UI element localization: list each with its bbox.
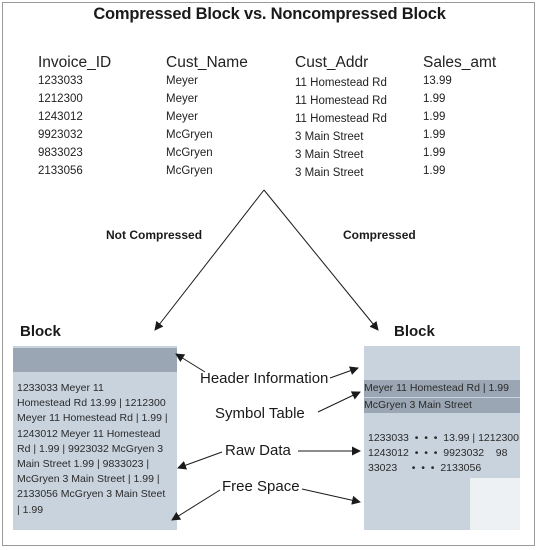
arrow-raw-left [178,452,222,468]
right-block-title: Block [394,323,435,340]
compressed-raw-line: 1233033 • • • 13.99 | 1212300 [368,432,519,444]
raw-line: | 1.99 [17,503,44,516]
cell-cust-name: Meyer [166,75,198,87]
cell-cust-addr: 11 Homestead Rd [295,77,387,89]
cell-sales-amt: 1.99 [423,165,446,177]
cell-cust-addr: 3 Main Street [295,149,364,161]
cell-sales-amt: 1.99 [423,147,446,159]
arrow-to-not-compressed [155,190,264,330]
raw-line: Rd | 1.99 | 9923032 McGryen 3 [17,442,164,455]
arrow-symbol-right [318,392,360,412]
label-header-information: Header Information [200,370,329,387]
diagram-title: Compressed Block vs. Noncompressed Block [93,5,446,23]
column-header-cust-addr: Cust_Addr [295,54,369,71]
left-block-title: Block [20,323,61,340]
raw-line: Homestead Rd 13.99 | 1212300 [17,397,166,410]
cell-invoice-id: 9923032 [38,129,83,141]
cell-cust-name: McGryen [166,147,213,159]
cell-cust-name: McGryen [166,129,213,141]
raw-line: 1233033 Meyer 11 [17,382,104,394]
cell-cust-addr: 11 Homestead Rd [295,113,387,125]
column-header-cust-name: Cust_Name [166,54,248,71]
cell-cust-addr: 3 Main Street [295,131,364,143]
raw-line: 2133056 McGryen 3 Main Steet [17,488,166,501]
cell-cust-name: Meyer [166,111,198,123]
cell-invoice-id: 1212300 [38,93,83,105]
label-symbol-table: Symbol Table [215,405,305,422]
raw-line: 1243012 Meyer 11 Homestead [17,427,161,440]
cell-invoice-id: 9833023 [38,147,83,159]
label-free-space: Free Space [222,478,300,495]
label-raw-data: Raw Data [225,442,291,459]
cell-cust-name: McGryen [166,165,213,177]
cell-sales-amt: 1.99 [423,129,446,141]
cell-cust-name: Meyer [166,93,198,105]
label-compressed: Compressed [343,228,416,242]
arrow-header-left [176,354,205,372]
cell-cust-addr: 11 Homestead Rd [295,95,387,107]
cell-invoice-id: 1243012 [38,111,83,123]
arrow-header-right [330,368,358,378]
raw-line: Main Street 1.99 | 9833023 | [17,458,150,471]
arrow-to-compressed [264,190,378,330]
column-header-invoice-id: Invoice_ID [38,54,112,71]
compressed-raw-line: 33023 • • • 2133056 [368,462,482,474]
cell-sales-amt: 1.99 [423,111,446,123]
label-not-compressed: Not Compressed [106,228,203,242]
cell-invoice-id: 2133056 [38,165,83,177]
cell-sales-amt: 1.99 [423,93,446,105]
raw-line: McGryen 3 Main Street | 1.99 | [17,473,160,486]
column-header-sales-amt: Sales_amt [423,54,497,71]
cell-sales-amt: 13.99 [423,75,452,87]
arrow-free-right [302,489,360,502]
symbol-entry: McGryen 3 Main Street [364,399,472,411]
cell-cust-addr: 3 Main Street [295,167,364,179]
arrow-free-left [172,490,220,520]
cell-invoice-id: 1233033 [38,75,83,87]
compressed-raw-line: 1243012 • • • 9923032 98 [368,447,508,459]
raw-line: Meyer 11 Homestead Rd | 1.99 | [17,412,168,425]
symbol-entry: Meyer 11 Homestead Rd | 1.99 [364,382,509,394]
